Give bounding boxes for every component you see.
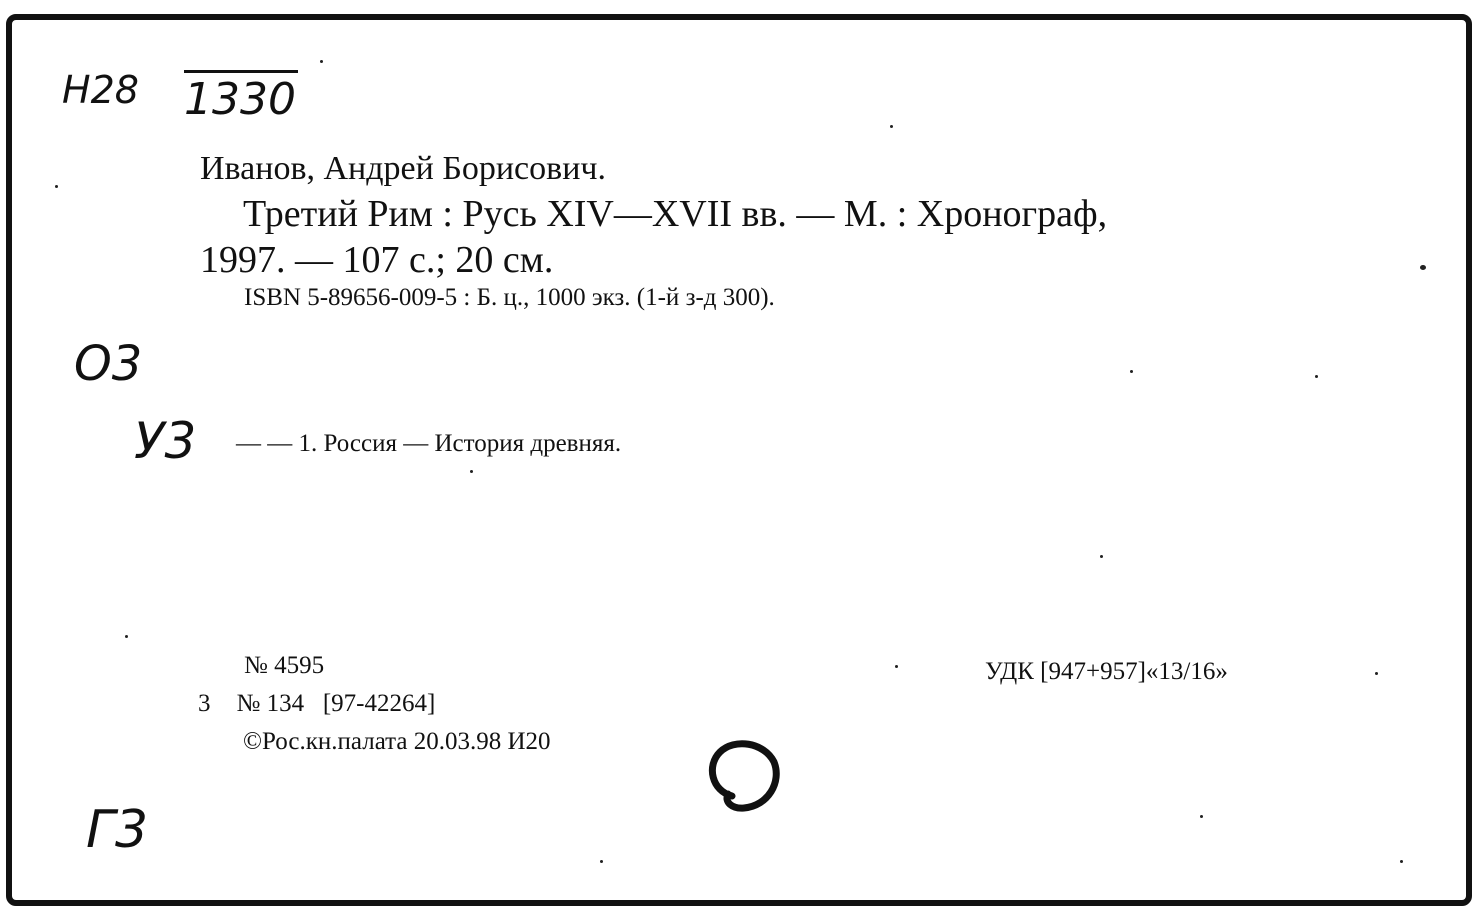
speck xyxy=(470,470,473,473)
record-number: № 4595 xyxy=(244,652,325,679)
handwritten-mark-o3: О3 xyxy=(74,336,143,392)
isbn-line: ISBN 5-89656-009-5 : Б. ц., 1000 экз. (1-й з-д 300). xyxy=(244,284,775,311)
copyright-line: ©Рос.кн.палата 20.03.98 И20 xyxy=(243,728,551,755)
speck xyxy=(1130,370,1133,373)
title-line-1: Третий Рим : Русь XIV—XVII вв. — М. : Хронограф, xyxy=(243,193,1108,235)
speck xyxy=(1375,672,1378,675)
handwritten-code: Н28 xyxy=(62,68,139,112)
speck xyxy=(890,125,893,128)
handwritten-number: 1330 xyxy=(184,74,296,125)
handwritten-number-overline xyxy=(184,70,298,73)
subject-heading: — — 1. Россия — История древняя. xyxy=(236,430,622,457)
speck xyxy=(1200,815,1203,818)
speck xyxy=(1400,860,1403,863)
speck xyxy=(895,665,898,668)
speck xyxy=(1315,375,1318,378)
speck xyxy=(55,185,58,188)
registration-row xyxy=(198,690,435,718)
speck xyxy=(600,860,603,863)
registration-code: [97-42264] xyxy=(322,690,436,717)
handwritten-mark-u3: У3 xyxy=(134,412,197,470)
author-name: Иванов, Андрей Борисович. xyxy=(200,150,606,187)
speck xyxy=(125,635,128,638)
registration-prefix: 3 xyxy=(198,690,211,717)
udk-code: УДК [947+957]«13/16» xyxy=(985,658,1228,685)
speck xyxy=(320,60,323,63)
speck xyxy=(1420,265,1426,270)
handwritten-mark-g3: Г3 xyxy=(86,800,149,860)
title-line-2: 1997. — 107 с.; 20 см. xyxy=(200,239,554,281)
circle-stamp-mark xyxy=(702,736,782,816)
registration-number: № 134 xyxy=(236,690,305,717)
speck xyxy=(1100,555,1103,558)
